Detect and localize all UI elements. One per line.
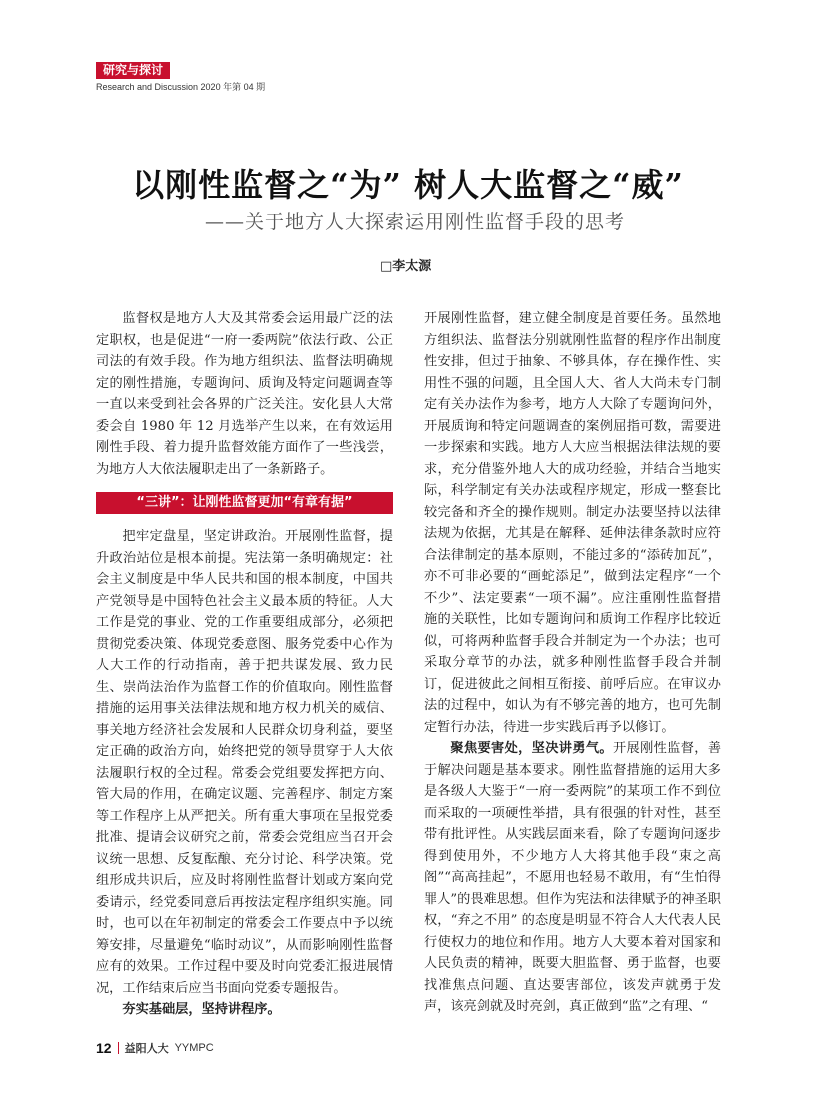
paragraph-text: 开展刚性监督，善于解决问题是基本要求。刚性监督措施的运用大多是各级人大鉴于“一府一委两院”的某项工作不到位而采取的一项硬性举措，具有很强的针对性，甚至带有批评性。从实践层面来看，除了专题询问逐步得到使用外，不少地方人大将其他手段“束之高阁”“高高挂起”，不愿用也轻易不敢用，有“生怕得罪人”的畏难思想。但作为宪法和法律赋予的神圣职权，“弃之不用” 的态度是明显不符合人大代表人民行使权力的地位和作用。地方人大要本着对国家和人民负责的精神，既要大胆监督、勇于监督，也要找准焦点问题、直达要害部位，该发声就勇于发声，该亮剑就及时亮剑，真正做到“监”之有理、“ xyxy=(424,741,722,1014)
paragraph-lead: 聚焦要害处，坚决讲勇气。 xyxy=(450,741,613,756)
section-heading: “三讲”：让刚性监督更加“有章有据” xyxy=(96,492,393,514)
magazine-name: 益阳人大 xyxy=(124,1042,169,1055)
section-tag: 研究与探讨 xyxy=(96,62,170,79)
body-paragraph: 把牢定盘星，坚定讲政治。开展刚性监督，提升政治站位是根本前提。宪法第一条明确规定：社会主义制度是中华人民共和国的根本制度，中国共产党领导是中国特色社会主义最本质的特征。人大工作是党的事业、党的工作重要组成部分，必须把贯彻党委决策、体现党委意图、服务党委中心作为人大工作的行动指南，善于把共谋发展、致力民生、崇尚法治作为监督工作的价值取向。刚性监督措施的运用事关法律法规和地方权力机关的威信、事关地方经济社会发展和人民群众切身利益，要坚定正确的政治方向，始终把党的领导贯穿于人大依法履职行权的全过程。常委会党组要发挥把方向、管大局的作用，在确定议题、完善程序、制定方案等工作程序上从严把关。所有重大事项在呈报党委批准、提请会议研究之前，常委会党组应当召开会议统一思想、反复酝酿、充分讨论、科学决策。党组形成共识后，应及时将刚性监督计划或方案向党委请示，经党委同意后再按法定程序组织实施。同时，也可以在年初制定的常委会工作要点中予以统筹安排，尽量避免“临时动议”，从而影响刚性监督应有的效果。工作过程中要及时向党委汇报进展情况，工作结束后应当书面向党委专题报告。 xyxy=(96,529,393,996)
page-number: 12 xyxy=(96,1040,112,1056)
body-paragraph-2-start xyxy=(96,999,393,1021)
magazine-code: YYMPC xyxy=(174,1042,214,1054)
intro-paragraph: 监督权是地方人大及其常委会运用最广泛的法定职权，也是促进“一府一委两院”依法行政、公正司法的有效手段。作为地方组织法、监督法明确规定的刚性措施，专题询问、质询及特定问题调查等一直以来受到社会各界的广泛关注。安化县人大常委会自 1980 年 12 月选举产生以来，在有效运用刚性手段、着力提升监督效能方面作了一些浅尝，为地方人大依法履职走出了一条新路子。 xyxy=(96,311,393,477)
left-column xyxy=(96,308,393,1021)
right-column xyxy=(424,308,721,1018)
footer-divider xyxy=(118,1042,119,1054)
article-title: 以刚性监督之“为” 树人大监督之“威” xyxy=(132,166,684,204)
paragraph-lead: 夯实基础层，坚持讲程序。 xyxy=(122,1002,281,1017)
author-name: □李太源 xyxy=(380,259,432,274)
article-subtitle: ——关于地方人大探索运用刚性监督手段的思考 xyxy=(205,211,626,233)
page-footer xyxy=(96,1040,214,1056)
body-paragraph-3 xyxy=(424,738,721,1018)
issue-line: Research and Discussion 2020 年第 04 期 xyxy=(96,82,266,92)
body-paragraph-2-continued: 开展刚性监督，建立健全制度是首要任务。虽然地方组织法、监督法分别就刚性监督的程序作出制度性安排，但过于抽象、不够具体，存在操作性、实用性不强的问题，且全国人大、省人大尚未专门制定有关办法作为参考，地方人大除了专题询问外，开展质询和特定问题调查的案例屈指可数，需要进一步探索和实践。地方人大应当根据法律法规的要求，充分借鉴外地人大的成功经验，并结合当地实际，科学制定有关办法或程序规定，形成一整套比较完备和齐全的操作规则。制定办法要坚持以法律法规为依据，尤其是在解释、延伸法律条款时应符合法律制定的基本原则，不能过多的“添砖加瓦”，亦不可非必要的“画蛇添足”，做到法定程序“一个不少”、法定要素“一项不漏”。应注重刚性监督措施的关联性，比如专题询问和质询工作程序比较近似，可将两种监督手段合并制定为一个办法；也可采取分章节的办法，就多种刚性监督手段合并制订，促进彼此之间相互衔接、前呼后应。在审议办法的过程中，如认为有不够完善的地方，也可先制定暂行办法，待进一步实践后再予以修订。 xyxy=(424,311,721,735)
